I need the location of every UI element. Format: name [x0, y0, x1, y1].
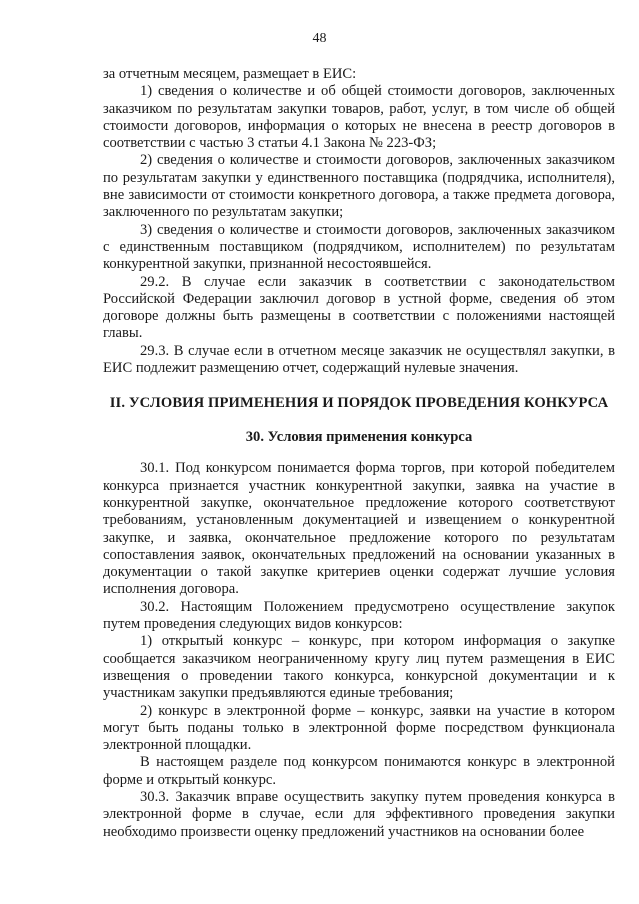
paragraph: 30.2. Настоящим Положением предусмотрено осуществление закупок путем проведения следующих видов конкурсов:: [103, 598, 615, 633]
section-title: 30. Условия применения конкурса: [245, 429, 473, 446]
paragraph: 2) сведения о количестве и стоимости договоров, заключенных заказчиком по результатам закупки у единственного поставщика (подрядчика, исполнителя), вне зависимости от стоимости конкретного договора, а также предмета договора, заключенного по результатам закупки;: [103, 152, 615, 221]
paragraph: за отчетным месяцем, размещает в ЕИС:: [103, 66, 357, 82]
paragraph: 1) сведения о количестве и об общей стоимости договоров, заключенных заказчиком по результатам закупки товаров, работ, услуг, в том числе об общей стоимости договоров, информация о которых не внесена в реестр договоров в соответствии с частью 3 статьи 4.1 Закона № 223-ФЗ;: [103, 83, 615, 152]
paragraph: 29.2. В случае если заказчик в соответствии с законодательством Российской Федерации заключил договор в устной форме, сведения об этом договоре должны быть размещены в соответствии с положениями настоящей главы.: [103, 273, 615, 342]
paragraph: 3) сведения о количестве и стоимости договоров, заключенных заказчиком с единственным поставщиком (подрядчиком, исполнителем) по результатам конкурентной закупки, признанной несостоявшейся.: [103, 221, 615, 273]
paragraph: 2) конкурс в электронной форме – конкурс, заявки на участие в котором могут быть поданы только в электронной форме посредством функционала электронной площадки.: [103, 702, 615, 754]
paragraph: 29.3. В случае если в отчетном месяце заказчик не осуществлял закупки, в ЕИС подлежит размещению отчет, содержащий нулевые значения.: [103, 342, 615, 377]
paragraph: 30.3. Заказчик вправе осуществить закупку путем проведения конкурса в электронной форме в случае, если для эффективного проведения закупки необходимо произвести оценку предложений участников на основании более: [103, 788, 615, 840]
paragraph: 30.1. Под конкурсом понимается форма торгов, при которой победителем конкурса признается участник конкурентной закупки, заявка на участие в конкурентной закупке, окончательное предложение которого соответствуют требованиям, установленным документацией и извещением о конкурентной закупке, и заявка, окончательное предложение которого по результатам сопоставления заявок, окончательных предложений на основании указанных в документации о такой закупке критериев оценки содержат лучшие условия исполнения договора.: [103, 460, 615, 598]
chapter-title: II. УСЛОВИЯ ПРИМЕНЕНИЯ И ПОРЯДОК ПРОВЕДЕНИЯ КОНКУРСА: [109, 395, 609, 412]
page-number: 48: [312, 31, 327, 46]
paragraph: В настоящем разделе под конкурсом понимаются конкурс в электронной форме и открытый конкурс.: [103, 754, 615, 788]
document-body: [103, 66, 615, 841]
paragraph: 1) открытый конкурс – конкурс, при котором информация о закупке сообщается заказчиком неограниченному кругу лиц путем размещения в ЕИС извещения о проведении такого конкурса, конкурсной документации и к участникам закупки предъявляются единые требования;: [103, 633, 615, 702]
